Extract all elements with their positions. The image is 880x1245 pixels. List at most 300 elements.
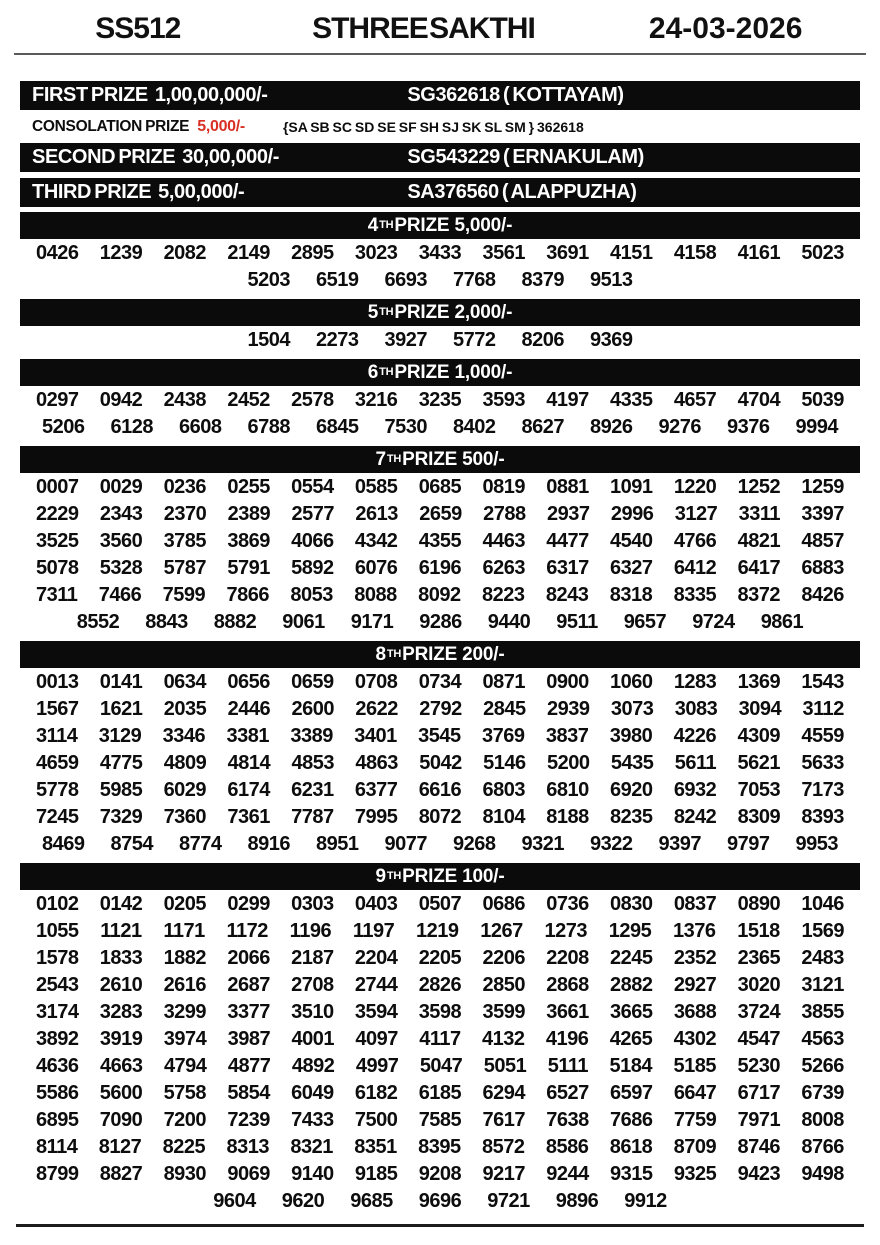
ticket-number: 9861 — [760, 611, 804, 633]
bottom-divider — [16, 1224, 864, 1227]
number-row — [36, 414, 844, 441]
ticket-number: 2205 — [418, 947, 462, 969]
third-prize-ticket: SA376560 ( ALAPPUZHA) — [407, 181, 637, 203]
ticket-number: 4563 — [801, 1028, 844, 1050]
ticket-number: 8242 — [673, 806, 717, 828]
ticket-number: 4659 — [36, 752, 79, 774]
ticket-number: 8426 — [801, 584, 844, 606]
number-row — [36, 891, 844, 918]
section-header: 7 $^{TH}$ PRIZE 500/- — [20, 446, 860, 473]
ticket-number: 0585 — [354, 476, 398, 498]
number-row — [36, 609, 844, 636]
ticket-number: 0141 — [99, 671, 143, 693]
ticket-number: 4197 — [546, 389, 589, 411]
ticket-number: 8916 — [247, 833, 290, 855]
section-header: 8 $^{TH}$ PRIZE 200/- — [20, 641, 860, 668]
ticket-number: 3974 — [163, 1028, 207, 1050]
ticket-number: 2708 — [291, 974, 334, 996]
ticket-number: 3980 — [609, 725, 653, 747]
ticket-number: 0736 — [546, 893, 589, 915]
ticket-number: 5621 — [737, 752, 781, 774]
ticket-number: 1567 — [36, 698, 79, 720]
ticket-number: 6185 — [418, 1082, 462, 1104]
ticket-number: 8926 — [590, 416, 633, 438]
ticket-number: 2438 — [163, 389, 207, 411]
ticket-number: 2613 — [355, 503, 398, 525]
second-prize-amount: 30,00,000/- — [182, 146, 280, 168]
ticket-number: 0659 — [291, 671, 334, 693]
ticket-number: 5111 — [547, 1055, 589, 1077]
ticket-number: 4663 — [99, 1055, 143, 1077]
ticket-number: 8223 — [482, 584, 525, 606]
ticket-number: 2389 — [227, 503, 271, 525]
ticket-number: 0142 — [99, 893, 143, 915]
ticket-number: 7585 — [418, 1109, 462, 1131]
ticket-number: 2610 — [99, 974, 143, 996]
ticket-number: 9077 — [384, 833, 427, 855]
consolation-prize-row — [20, 112, 860, 141]
ticket-number: 9912 — [624, 1190, 667, 1212]
ticket-number: 4463 — [482, 530, 525, 552]
ticket-number: 5778 — [36, 779, 79, 801]
ticket-number: 7361 — [227, 806, 270, 828]
ticket-number: 3377 — [227, 1001, 270, 1023]
ticket-number: 7768 — [453, 269, 496, 291]
third-prize-bar — [20, 178, 860, 207]
ticket-number: 6527 — [546, 1082, 589, 1104]
number-row — [36, 777, 844, 804]
ticket-number: 5758 — [163, 1082, 207, 1104]
ticket-number: 8188 — [546, 806, 589, 828]
ticket-number: 4196 — [545, 1028, 589, 1050]
ticket-number: 7360 — [163, 806, 207, 828]
ticket-number: 1621 — [99, 698, 143, 720]
ticket-number: 0890 — [737, 893, 781, 915]
ticket-number: 2577 — [291, 503, 334, 525]
ticket-number: 8379 — [521, 269, 564, 291]
ticket-number: 2370 — [163, 503, 207, 525]
ticket-number: 9721 — [487, 1190, 530, 1212]
ticket-number: 3127 — [674, 503, 718, 525]
ticket-number: 2352 — [673, 947, 717, 969]
prize-sections — [20, 212, 860, 1215]
ticket-number: 2996 — [610, 503, 654, 525]
ticket-number: 9685 — [350, 1190, 393, 1212]
ticket-number: 8827 — [99, 1163, 143, 1185]
ticket-number: 9244 — [546, 1163, 589, 1185]
ticket-number: 8586 — [545, 1136, 589, 1158]
ticket-number: 6717 — [737, 1082, 781, 1104]
ticket-number: 0686 — [482, 893, 525, 915]
ticket-number: 7090 — [99, 1109, 143, 1131]
ticket-number: 3112 — [802, 698, 844, 720]
second-prize-ticket: SG543229 ( ERNAKULAM) — [407, 146, 644, 168]
ticket-number: 5854 — [227, 1082, 270, 1104]
ticket-number: 3919 — [99, 1028, 143, 1050]
ticket-number: 9423 — [737, 1163, 781, 1185]
ticket-number: 0634 — [163, 671, 207, 693]
ticket-number: 9724 — [692, 611, 735, 633]
ticket-number: 4547 — [737, 1028, 781, 1050]
number-row — [36, 999, 844, 1026]
ticket-number: 5611 — [674, 752, 717, 774]
ticket-number: 9696 — [418, 1190, 462, 1212]
ticket-number: 8930 — [163, 1163, 207, 1185]
ticket-number: 1046 — [801, 893, 844, 915]
ticket-number: 2035 — [163, 698, 207, 720]
ticket-number: 5230 — [737, 1055, 780, 1077]
ticket-number: 3560 — [99, 530, 143, 552]
ticket-number: 2895 — [291, 242, 334, 264]
ticket-number: 8206 — [521, 329, 564, 351]
ticket-number: 2208 — [546, 947, 589, 969]
ticket-number: 3020 — [737, 974, 781, 996]
ticket-number: 9185 — [354, 1163, 398, 1185]
ticket-number: 7239 — [227, 1109, 270, 1131]
ticket-number: 2543 — [36, 974, 79, 996]
ticket-number: 8225 — [162, 1136, 206, 1158]
ticket-number: 4132 — [482, 1028, 525, 1050]
ticket-number: 7200 — [163, 1109, 207, 1131]
ticket-number: 3510 — [291, 1001, 334, 1023]
ticket-number: 9315 — [610, 1163, 653, 1185]
ticket-number: 7787 — [291, 806, 334, 828]
first-prize-amount: 1,00,00,000/- — [154, 84, 268, 106]
ticket-number: 4117 — [419, 1028, 461, 1050]
ticket-number: 6174 — [227, 779, 270, 801]
ticket-number: 3114 — [36, 725, 78, 747]
ticket-number: 4151 — [610, 242, 653, 264]
ticket-number: 3433 — [418, 242, 462, 264]
number-row — [36, 831, 844, 858]
number-row — [36, 918, 844, 945]
ticket-number: 8335 — [673, 584, 717, 606]
ticket-number: 8321 — [290, 1136, 333, 1158]
ticket-number: 6803 — [482, 779, 525, 801]
ticket-number: 3235 — [418, 389, 462, 411]
ticket-number: 2273 — [316, 329, 359, 351]
ticket-number: 3073 — [610, 698, 654, 720]
ticket-number: 4302 — [673, 1028, 717, 1050]
ticket-number: 9325 — [673, 1163, 717, 1185]
ticket-number: 1239 — [99, 242, 143, 264]
ticket-number: 2343 — [99, 503, 143, 525]
ticket-number: 5200 — [547, 752, 590, 774]
ticket-number: 3283 — [99, 1001, 143, 1023]
ticket-number: 9620 — [281, 1190, 325, 1212]
number-row — [36, 804, 844, 831]
ticket-number: 6845 — [316, 416, 359, 438]
ticket-number: 2744 — [354, 974, 398, 996]
ticket-number: 2616 — [163, 974, 207, 996]
ticket-number: 8309 — [737, 806, 781, 828]
ticket-number: 6608 — [179, 416, 222, 438]
ticket-number: 8351 — [354, 1136, 397, 1158]
ticket-number: 1171 — [163, 920, 205, 942]
ticket-number: 8402 — [453, 416, 496, 438]
ticket-number: 3389 — [290, 725, 333, 747]
ticket-number: 4265 — [609, 1028, 653, 1050]
ticket-number: 5203 — [247, 269, 290, 291]
ticket-number: 1196 — [289, 920, 332, 942]
ticket-number: 0507 — [418, 893, 462, 915]
ticket-number: 8882 — [213, 611, 257, 633]
ticket-number: 3401 — [354, 725, 397, 747]
ticket-number: 2788 — [483, 503, 526, 525]
ticket-number: 6693 — [384, 269, 427, 291]
number-row — [36, 474, 844, 501]
number-row — [36, 387, 844, 414]
header-divider — [14, 53, 866, 55]
ticket-number: 3665 — [610, 1001, 653, 1023]
ticket-number: 3869 — [227, 530, 270, 552]
ticket-number: 1369 — [737, 671, 781, 693]
ticket-number: 9069 — [227, 1163, 270, 1185]
ticket-number: 2939 — [547, 698, 590, 720]
ticket-number: 3311 — [738, 503, 781, 525]
ticket-number: 9440 — [487, 611, 531, 633]
number-row — [36, 723, 844, 750]
ticket-number: 9140 — [291, 1163, 334, 1185]
ticket-number: 1578 — [36, 947, 79, 969]
ticket-number: 4309 — [737, 725, 781, 747]
ticket-number: 4342 — [354, 530, 398, 552]
ticket-number: 8843 — [145, 611, 188, 633]
ticket-number: 6377 — [354, 779, 398, 801]
ticket-number: 3593 — [482, 389, 525, 411]
ticket-number: 4766 — [673, 530, 717, 552]
ticket-number: 0685 — [418, 476, 462, 498]
ticket-number: 3598 — [418, 1001, 462, 1023]
ticket-number: 1267 — [480, 920, 523, 942]
ticket-number: 0403 — [354, 893, 398, 915]
ticket-number: 6616 — [418, 779, 462, 801]
ticket-number: 1882 — [163, 947, 207, 969]
ticket-number: 7329 — [99, 806, 143, 828]
ticket-number: 0830 — [610, 893, 653, 915]
ticket-number: 9208 — [418, 1163, 462, 1185]
ticket-number: 8709 — [673, 1136, 717, 1158]
ticket-number: 6597 — [610, 1082, 653, 1104]
ticket-number: 1569 — [801, 920, 844, 942]
section-numbers — [20, 326, 860, 354]
ticket-number: 8799 — [36, 1163, 79, 1185]
ticket-number: 2245 — [610, 947, 653, 969]
ticket-number: 8114 — [36, 1136, 78, 1158]
ticket-number: 9511 — [556, 611, 598, 633]
ticket-number: 0236 — [163, 476, 207, 498]
ticket-number: 9321 — [521, 833, 564, 855]
section-numbers — [20, 890, 860, 1215]
ticket-number: 6519 — [316, 269, 359, 291]
number-row — [36, 1080, 844, 1107]
ticket-number: 3545 — [418, 725, 461, 747]
ticket-number: 8072 — [418, 806, 462, 828]
ticket-number: 2229 — [36, 503, 79, 525]
ticket-number: 1833 — [99, 947, 143, 969]
ticket-number: 5600 — [99, 1082, 143, 1104]
ticket-number: 3094 — [738, 698, 782, 720]
draw-code: SS512 — [95, 12, 181, 45]
ticket-number: 4097 — [355, 1028, 398, 1050]
ticket-number: 2937 — [547, 503, 590, 525]
ticket-number: 5985 — [99, 779, 143, 801]
ticket-number: 2483 — [801, 947, 844, 969]
ticket-number: 2187 — [291, 947, 334, 969]
section-header: 6 $^{TH}$ PRIZE 1,000/- — [20, 359, 860, 386]
number-row — [36, 267, 844, 294]
third-prize-amount: 5,00,000/- — [158, 181, 245, 203]
ticket-number: 4794 — [163, 1055, 207, 1077]
ticket-number: 3346 — [162, 725, 206, 747]
ticket-number: 1376 — [672, 920, 716, 942]
ticket-number: 0299 — [227, 893, 270, 915]
ticket-number: 6810 — [546, 779, 589, 801]
ticket-number: 3023 — [354, 242, 398, 264]
ticket-number: 9896 — [555, 1190, 599, 1212]
ticket-number: 4863 — [355, 752, 398, 774]
ticket-number: 3688 — [673, 1001, 717, 1023]
ticket-number: 5772 — [453, 329, 496, 351]
number-row — [36, 945, 844, 972]
ticket-number: 5023 — [801, 242, 844, 264]
ticket-number: 8372 — [737, 584, 781, 606]
ticket-number: 2868 — [546, 974, 589, 996]
number-row — [36, 1134, 844, 1161]
ticket-number: 7638 — [546, 1109, 589, 1131]
ticket-number: 4559 — [801, 725, 844, 747]
ticket-number: 1197 — [352, 920, 395, 942]
ticket-number: 2452 — [227, 389, 270, 411]
number-row — [36, 669, 844, 696]
ticket-number: 0656 — [227, 671, 270, 693]
ticket-number: 1259 — [801, 476, 844, 498]
ticket-number: 4477 — [546, 530, 589, 552]
ticket-number: 5047 — [419, 1055, 463, 1077]
number-row — [36, 1107, 844, 1134]
ticket-number: 0837 — [673, 893, 717, 915]
ticket-number: 4636 — [36, 1055, 79, 1077]
ticket-number: 9286 — [419, 611, 462, 633]
ticket-number: 8766 — [801, 1136, 844, 1158]
ticket-number: 2204 — [354, 947, 398, 969]
ticket-number: 4001 — [291, 1028, 334, 1050]
section-header: 9 $^{TH}$ PRIZE 100/- — [20, 863, 860, 890]
ticket-number: 5586 — [36, 1082, 79, 1104]
section-numbers — [20, 668, 860, 858]
ticket-number: 5791 — [227, 557, 270, 579]
ticket-number: 3661 — [546, 1001, 589, 1023]
ticket-number: 7759 — [673, 1109, 717, 1131]
ticket-number: 7530 — [384, 416, 427, 438]
ticket-number: 2600 — [291, 698, 334, 720]
ticket-number: 8951 — [316, 833, 359, 855]
ticket-number: 6231 — [291, 779, 334, 801]
ticket-number: 6417 — [737, 557, 781, 579]
ticket-number: 8774 — [179, 833, 222, 855]
ticket-number: 5633 — [801, 752, 844, 774]
ticket-number: 5435 — [610, 752, 654, 774]
ticket-number: 1055 — [36, 920, 79, 942]
ticket-number: 2927 — [673, 974, 717, 996]
ticket-number: 2578 — [291, 389, 334, 411]
third-prize-label: THIRD PRIZE 5,00,000/- — [32, 181, 245, 203]
number-row — [36, 501, 844, 528]
ticket-number: 8243 — [545, 584, 589, 606]
ticket-number: 2365 — [737, 947, 781, 969]
ticket-number: 6920 — [610, 779, 653, 801]
ticket-number: 4877 — [227, 1055, 271, 1077]
ticket-number: 7245 — [36, 806, 79, 828]
number-row — [36, 1026, 844, 1053]
section-numbers — [20, 239, 860, 294]
ticket-number: 3769 — [482, 725, 525, 747]
ticket-number: 9376 — [727, 416, 770, 438]
ticket-number: 4161 — [737, 242, 781, 264]
ticket-number: 6263 — [482, 557, 525, 579]
ticket-number: 1295 — [608, 920, 652, 942]
ticket-number: 3855 — [801, 1001, 844, 1023]
ticket-number: 7433 — [291, 1109, 334, 1131]
ticket-number: 9953 — [795, 833, 838, 855]
number-row — [36, 1188, 844, 1215]
ticket-number: 6788 — [247, 416, 290, 438]
consolation-label: CONSOLATION PRIZE — [32, 117, 190, 135]
ticket-number: 3397 — [801, 503, 844, 525]
ticket-number: 0102 — [36, 893, 79, 915]
ticket-number: 6196 — [418, 557, 462, 579]
ticket-number: 3892 — [36, 1028, 79, 1050]
ticket-number: 1219 — [415, 920, 459, 942]
ticket-number: 8127 — [98, 1136, 142, 1158]
number-row — [36, 750, 844, 777]
ticket-number: 6932 — [673, 779, 717, 801]
section-header: 4 $^{TH}$ PRIZE 5,000/- — [20, 212, 860, 239]
ticket-number: 9369 — [590, 329, 633, 351]
top-prizes — [20, 81, 860, 207]
ticket-number: 0881 — [546, 476, 589, 498]
ticket-number: 3174 — [36, 1001, 79, 1023]
ticket-number: 3216 — [354, 389, 398, 411]
ticket-number: 0900 — [546, 671, 589, 693]
ticket-number: 1172 — [226, 920, 268, 942]
ticket-number: 1543 — [801, 671, 844, 693]
ticket-number: 3724 — [737, 1001, 781, 1023]
ticket-number: 7173 — [801, 779, 844, 801]
ticket-number: 5206 — [42, 416, 85, 438]
ticket-number: 5787 — [163, 557, 207, 579]
ticket-number: 7311 — [36, 584, 78, 606]
ticket-number: 0255 — [227, 476, 270, 498]
number-row — [36, 1053, 844, 1080]
ticket-number: 8618 — [609, 1136, 653, 1158]
ticket-number: 2845 — [483, 698, 526, 720]
ticket-number: 6895 — [36, 1109, 79, 1131]
ticket-number: 2882 — [610, 974, 653, 996]
ticket-number: 9498 — [801, 1163, 844, 1185]
ticket-number: 7971 — [737, 1109, 781, 1131]
ticket-number: 4335 — [610, 389, 653, 411]
ticket-number: 7466 — [98, 584, 142, 606]
ticket-number: 4355 — [418, 530, 462, 552]
ticket-number: 6412 — [673, 557, 717, 579]
ticket-number: 5146 — [483, 752, 526, 774]
ticket-number: 5051 — [483, 1055, 527, 1077]
ticket-number: 4997 — [355, 1055, 399, 1077]
second-prize-bar — [20, 143, 860, 172]
ticket-number: 4158 — [673, 242, 717, 264]
ticket-number: 2792 — [419, 698, 462, 720]
